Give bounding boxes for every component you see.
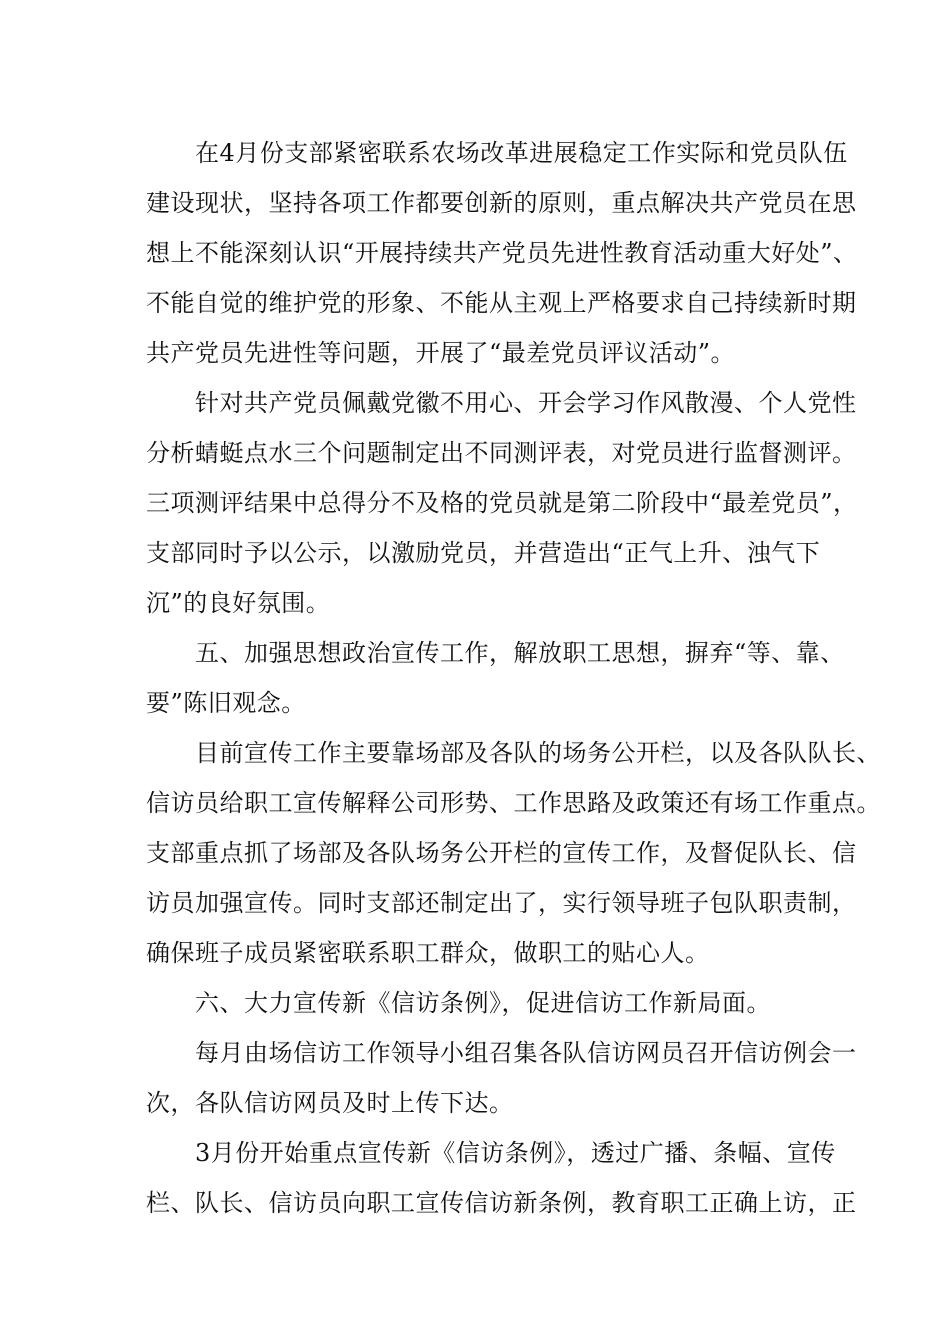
- text-line: 3月份开始重点宣传新《信访条例》，透过广播、条幅、宣传: [146, 1139, 836, 1167]
- text-line: 共产党员先进性等问题，开展了“最差党员评议活动”。: [146, 339, 736, 367]
- text-line: 支部同时予以公示，以激励党员，并营造出“正气上升、浊气下: [146, 539, 821, 567]
- text-line: 五、加强思想政治宣传工作，解放职工思想，摒弃“等、靠、: [146, 639, 845, 667]
- paragraph: [146, 978, 826, 1028]
- text-line: 想上不能深刻认识“开展持续共产党员先进性教育活动重大好处”、: [146, 239, 858, 267]
- paragraph: [146, 728, 881, 978]
- paragraph: [146, 628, 845, 728]
- text-line: 目前宣传工作主要靠场部及各队的场务公开栏，以及各队队长、: [146, 739, 881, 767]
- text-line: 六、大力宣传新《信访条例》，促进信访工作新局面。: [146, 989, 771, 1017]
- text-line: 支部重点抓了场部及各队场务公开栏的宣传工作，及督促队长、信: [146, 839, 857, 867]
- text-line: 要”陈旧观念。: [146, 689, 306, 717]
- paragraph: [146, 378, 858, 628]
- paragraph: [146, 128, 858, 378]
- text-line: 三项测评结果中总得分不及格的党员就是第二阶段中“最差党员”，: [146, 489, 858, 517]
- text-line: 建设现状，坚持各项工作都要创新的原则，重点解决共产党员在思: [146, 189, 857, 217]
- text-line: 针对共产党员佩戴党徽不用心、开会学习作风散漫、个人党性: [146, 389, 857, 417]
- paragraph: [146, 1128, 857, 1228]
- text-line: 信访员给职工宣传解释公司形势、工作思路及政策还有场工作重点。: [146, 789, 881, 817]
- text-line: 在4月份支部紧密联系农场改革进展稳定工作实际和党员队伍: [146, 139, 848, 167]
- text-line: 栏、队长、信访员向职工宣传信访新条例，教育职工正确上访，正: [146, 1189, 857, 1217]
- text-line: 分析蜻蜓点水三个问题制定出不同测评表，对党员进行监督测评。: [146, 439, 857, 467]
- text-line: 每月由场信访工作领导小组召集各队信访网员召开信访例会一: [146, 1039, 857, 1067]
- text-line: 不能自觉的维护党的形象、不能从主观上严格要求自己持续新时期: [146, 289, 857, 317]
- text-line: 次，各队信访网员及时上传下达。: [146, 1089, 514, 1117]
- text-line: 确保班子成员紧密联系职工群众，做职工的贴心人。: [146, 939, 710, 967]
- document-body: [146, 128, 881, 1228]
- paragraph: [146, 1028, 857, 1128]
- text-line: 沉”的良好氛围。: [146, 589, 331, 617]
- text-line: 访员加强宣传。同时支部还制定出了，实行领导班子包队职责制，: [146, 889, 857, 917]
